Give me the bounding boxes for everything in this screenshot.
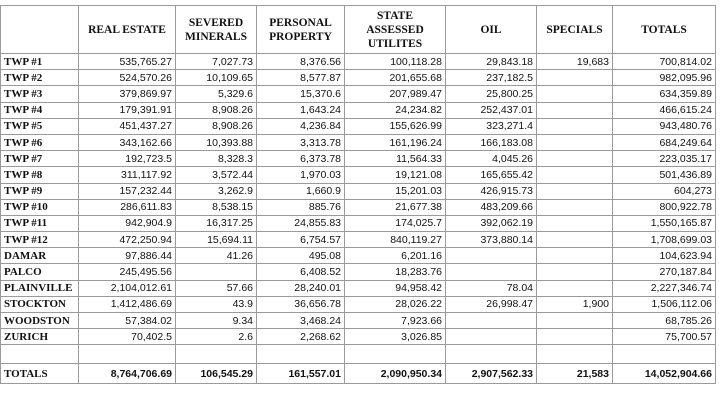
table-cell [537, 215, 613, 231]
table-cell: 207,989.47 [345, 86, 446, 102]
table-cell: 28,026.22 [345, 296, 446, 312]
table-cell: 3,026.85 [345, 329, 446, 345]
table-cell: 2.6 [176, 329, 257, 345]
table-cell: 2,104,012.61 [79, 280, 176, 296]
table-cell: 223,035.17 [613, 151, 716, 167]
table-cell: 8,908.26 [176, 102, 257, 118]
table-cell [537, 86, 613, 102]
table-cell: 18,283.76 [345, 264, 446, 280]
table-cell [446, 248, 537, 264]
table-row [1, 167, 716, 183]
empty-cell [257, 345, 345, 364]
table-cell: 57,384.02 [79, 313, 176, 329]
table-cell: 10,393.88 [176, 134, 257, 150]
table-cell [537, 232, 613, 248]
table-cell: 982,095.96 [613, 70, 716, 86]
table-cell: 7,923.66 [345, 313, 446, 329]
table-row [1, 329, 716, 345]
table-cell: 466,615.24 [613, 102, 716, 118]
table-cell: 21,677.38 [345, 199, 446, 215]
table-cell: 14,052,904.66 [613, 364, 716, 384]
table-cell: 943,480.76 [613, 118, 716, 134]
row-label: STOCKTON [1, 296, 79, 312]
spacer-row [1, 345, 716, 364]
table-cell: 524,570.26 [79, 70, 176, 86]
table-cell: 483,209.66 [446, 199, 537, 215]
table-cell: 5,329.6 [176, 86, 257, 102]
row-label: TWP #1 [1, 54, 79, 70]
table-cell: 43.9 [176, 296, 257, 312]
row-label: TOTALS [1, 364, 79, 384]
empty-cell [537, 345, 613, 364]
table-cell: 6,408.52 [257, 264, 345, 280]
table-cell: 15,370.6 [257, 86, 345, 102]
table-cell: 21,583 [537, 364, 613, 384]
table-cell: 16,317.25 [176, 215, 257, 231]
table-cell: 8,538.15 [176, 199, 257, 215]
table-cell: 19,683 [537, 54, 613, 70]
table-cell [537, 183, 613, 199]
table-cell: 1,970.03 [257, 167, 345, 183]
table-cell: 451,437.27 [79, 118, 176, 134]
table-cell: 78.04 [446, 280, 537, 296]
table-cell: 3,262.9 [176, 183, 257, 199]
table-cell [537, 102, 613, 118]
table-cell: 6,201.16 [345, 248, 446, 264]
table-cell: 11,564.33 [345, 151, 446, 167]
table-cell: 41.26 [176, 248, 257, 264]
table-cell [537, 199, 613, 215]
row-label: TWP #2 [1, 70, 79, 86]
table-row [1, 215, 716, 231]
empty-cell [446, 345, 537, 364]
table-cell: 237,182.5 [446, 70, 537, 86]
table-row [1, 199, 716, 215]
table-cell: 192,723.5 [79, 151, 176, 167]
table-cell: 57.66 [176, 280, 257, 296]
table-row [1, 118, 716, 134]
table-cell: 3,313.78 [257, 134, 345, 150]
table-cell: 166,183.08 [446, 134, 537, 150]
table-cell: 343,162.66 [79, 134, 176, 150]
table-cell: 2,907,562.33 [446, 364, 537, 384]
table-cell: 252,437.01 [446, 102, 537, 118]
header-severed-minerals: SEVERED MINERALS [176, 6, 257, 54]
table-cell: 1,660.9 [257, 183, 345, 199]
empty-cell [79, 345, 176, 364]
row-label: TWP #3 [1, 86, 79, 102]
table-row [1, 280, 716, 296]
table-cell: 10,109.65 [176, 70, 257, 86]
table-cell [537, 151, 613, 167]
table-row [1, 102, 716, 118]
header-personal-property: PERSONAL PROPERTY [257, 6, 345, 54]
table-cell: 157,232.44 [79, 183, 176, 199]
header-totals: TOTALS [613, 6, 716, 54]
table-row [1, 296, 716, 312]
table-cell: 24,855.83 [257, 215, 345, 231]
table-cell [537, 264, 613, 280]
table-cell: 1,550,165.87 [613, 215, 716, 231]
table-cell: 634,359.89 [613, 86, 716, 102]
row-label: TWP #11 [1, 215, 79, 231]
table-cell: 2,227,346.74 [613, 280, 716, 296]
tax-distribution-table [0, 5, 716, 384]
table-cell: 26,998.47 [446, 296, 537, 312]
table-cell [537, 313, 613, 329]
table-cell: 495.08 [257, 248, 345, 264]
table-cell: 6,754.57 [257, 232, 345, 248]
table-cell: 501,436.89 [613, 167, 716, 183]
table-cell: 311,117.92 [79, 167, 176, 183]
header-blank [1, 6, 79, 54]
table-cell: 94,958.42 [345, 280, 446, 296]
table-cell: 179,391.91 [79, 102, 176, 118]
table-cell: 684,249.64 [613, 134, 716, 150]
table-cell: 8,764,706.69 [79, 364, 176, 384]
table-cell: 2,268.62 [257, 329, 345, 345]
table-cell [537, 134, 613, 150]
table-cell [537, 70, 613, 86]
table-cell [176, 264, 257, 280]
table-row [1, 70, 716, 86]
table-cell: 15,694.11 [176, 232, 257, 248]
table-cell: 885.76 [257, 199, 345, 215]
table-cell [537, 329, 613, 345]
table-cell: 379,869.97 [79, 86, 176, 102]
row-label: TWP #8 [1, 167, 79, 183]
table-cell: 29,843.18 [446, 54, 537, 70]
table-cell: 535,765.27 [79, 54, 176, 70]
header-row [1, 6, 716, 54]
table-cell: 2,090,950.34 [345, 364, 446, 384]
table-cell [446, 264, 537, 280]
table-cell: 155,626.99 [345, 118, 446, 134]
table-cell: 472,250.94 [79, 232, 176, 248]
table-cell: 8,577.87 [257, 70, 345, 86]
table-cell: 840,119.27 [345, 232, 446, 248]
table-cell: 245,495.56 [79, 264, 176, 280]
row-label: TWP #12 [1, 232, 79, 248]
table-cell: 161,557.01 [257, 364, 345, 384]
table-cell [537, 248, 613, 264]
table-cell: 3,468.24 [257, 313, 345, 329]
table-cell: 24,234.82 [345, 102, 446, 118]
header-state-assessed-utilities: STATE ASSESSED UTILITES [345, 6, 446, 54]
table-cell: 104,623.94 [613, 248, 716, 264]
table-cell [537, 167, 613, 183]
row-label: PALCO [1, 264, 79, 280]
row-label: TWP #6 [1, 134, 79, 150]
table-cell: 201,655.68 [345, 70, 446, 86]
table-cell: 15,201.03 [345, 183, 446, 199]
header-oil: OIL [446, 6, 537, 54]
table-cell: 106,545.29 [176, 364, 257, 384]
table-cell: 942,904.9 [79, 215, 176, 231]
table-cell: 4,045.26 [446, 151, 537, 167]
table-cell [446, 329, 537, 345]
table-row [1, 232, 716, 248]
table-cell: 800,922.78 [613, 199, 716, 215]
empty-cell [345, 345, 446, 364]
table-cell: 7,027.73 [176, 54, 257, 70]
row-label: DAMAR [1, 248, 79, 264]
table-cell: 8,328.3 [176, 151, 257, 167]
table-cell: 426,915.73 [446, 183, 537, 199]
empty-cell [176, 345, 257, 364]
table-cell: 165,655.42 [446, 167, 537, 183]
table-row [1, 313, 716, 329]
table-cell: 1,412,486.69 [79, 296, 176, 312]
row-label: TWP #4 [1, 102, 79, 118]
table-row [1, 54, 716, 70]
table-cell: 1,900 [537, 296, 613, 312]
table-row [1, 264, 716, 280]
table-cell: 373,880.14 [446, 232, 537, 248]
table-cell: 1,708,699.03 [613, 232, 716, 248]
table-cell [446, 313, 537, 329]
table-cell [537, 280, 613, 296]
table-cell: 1,506,112.06 [613, 296, 716, 312]
table-cell: 604,273 [613, 183, 716, 199]
table-row [1, 151, 716, 167]
row-label: WOODSTON [1, 313, 79, 329]
table-cell: 70,402.5 [79, 329, 176, 345]
table-cell: 1,643.24 [257, 102, 345, 118]
table-cell: 97,886.44 [79, 248, 176, 264]
header-real-estate: REAL ESTATE [79, 6, 176, 54]
table-cell: 9.34 [176, 313, 257, 329]
table-cell: 36,656.78 [257, 296, 345, 312]
table-cell: 19,121.08 [345, 167, 446, 183]
table-cell: 392,062.19 [446, 215, 537, 231]
row-label: ZURICH [1, 329, 79, 345]
empty-cell [613, 345, 716, 364]
table-row [1, 183, 716, 199]
table-cell: 174,025.7 [345, 215, 446, 231]
row-label: PLAINVILLE [1, 280, 79, 296]
table-cell: 700,814.02 [613, 54, 716, 70]
table-row [1, 134, 716, 150]
table-cell: 28,240.01 [257, 280, 345, 296]
table-cell: 8,908.26 [176, 118, 257, 134]
empty-cell [1, 345, 79, 364]
table-cell: 270,187.84 [613, 264, 716, 280]
table-cell: 323,271.4 [446, 118, 537, 134]
table-cell [537, 118, 613, 134]
table-cell: 286,611.83 [79, 199, 176, 215]
table-cell: 8,376.56 [257, 54, 345, 70]
table-cell: 100,118.28 [345, 54, 446, 70]
row-label: TWP #10 [1, 199, 79, 215]
table-row [1, 248, 716, 264]
table-cell: 161,196.24 [345, 134, 446, 150]
table-cell: 6,373.78 [257, 151, 345, 167]
header-specials: SPECIALS [537, 6, 613, 54]
table-cell: 68,785.26 [613, 313, 716, 329]
row-label: TWP #5 [1, 118, 79, 134]
table-body [1, 54, 716, 384]
row-label: TWP #7 [1, 151, 79, 167]
table-cell: 75,700.57 [613, 329, 716, 345]
row-label: TWP #9 [1, 183, 79, 199]
table-cell: 25,800.25 [446, 86, 537, 102]
table-cell: 4,236.84 [257, 118, 345, 134]
totals-row [1, 364, 716, 384]
table-row [1, 86, 716, 102]
table-cell: 3,572.44 [176, 167, 257, 183]
